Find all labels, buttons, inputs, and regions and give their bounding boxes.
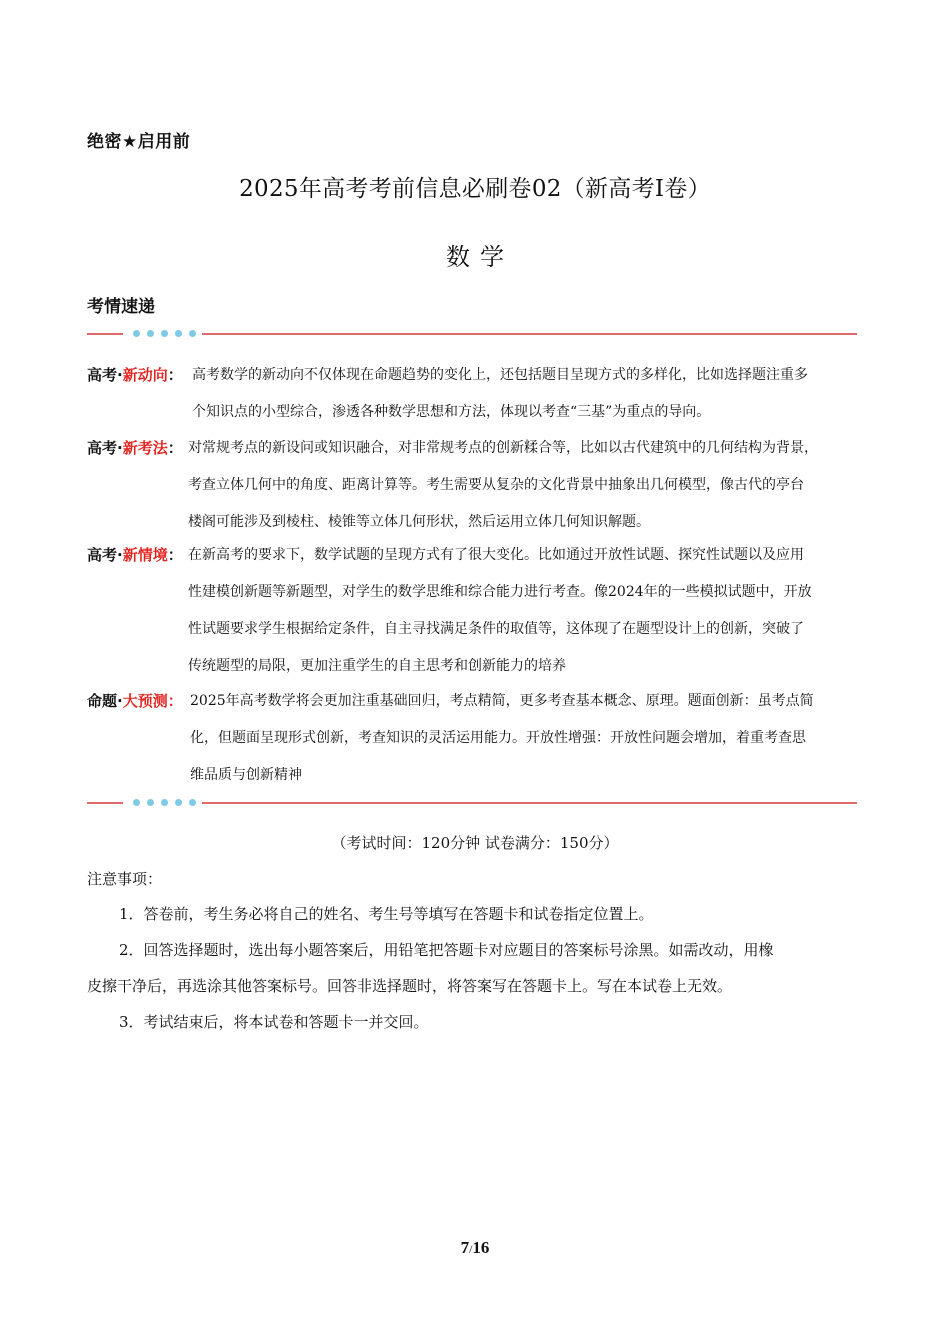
- entry-label: 高考·新动向：: [87, 366, 183, 384]
- note-item: 2．回答选择题时，选出每小题答案后，用铅笔把答题卡对应题目的答案标号涂黑。如需改动，用橡 皮擦干净后，再选涂其他答案标号。回答非选择题时，将答案写在答题卡上。写在本试卷上无效。: [87, 941, 774, 995]
- entry-new-context: [87, 537, 872, 687]
- divider-bottom: [87, 798, 857, 808]
- note-item: 3．考试结束后，将本试卷和答题卡一并交回。: [119, 1013, 429, 1031]
- subject-title: 数学: [446, 243, 514, 271]
- entry-prediction: [87, 683, 872, 798]
- entry-label: 命题·大预测：: [87, 692, 183, 710]
- notes-title: 注意事项：: [87, 870, 163, 888]
- document-title: 2025年高考考前信息必刷卷02（新高考Ⅰ卷）: [239, 176, 711, 202]
- section-heading: 考情速递: [87, 297, 155, 317]
- exam-meta: （考试时间：120分钟 试卷满分：150分）: [331, 834, 619, 852]
- entry-new-direction: [87, 357, 872, 437]
- entry-new-method: [87, 430, 872, 545]
- entry-text: 高考数学的新动向不仅体现在命题趋势的变化上，还包括题目呈现方式的多样化，比如选择题注重多 个知识点的小型综合，渗透各种数学思想和方法，体现以考查“三基”为重点的导向。: [192, 367, 808, 420]
- entry-text: 对常规考点的新设问或知识融合，对非常规考点的创新糅合等，比如以古代建筑中的几何结构为背景， 考查立体几何中的角度、距离计算等。考生需要从复杂的文化背景中抽象出几何模型，像古代的亭台 楼阁可能涉及到棱柱、棱锥等立体几何形状，然后运用立体几何知识解题。: [188, 440, 818, 530]
- entry-text: 在新高考的要求下，数学试题的呈现方式有了很大变化。比如通过开放性试题、探究性试题以及应用 性建模创新题等新题型，对学生的数学思维和综合能力进行考查。像2024年的一些模拟试题中，开放 性试题要求学生根据给定条件，自主寻找满足条件的取值等，这体现了在题型设计上的创新，突破了 传统题型的局限，更加注重学生的自主思考和创新能力的培养: [188, 547, 812, 674]
- note-item: 1．答卷前，考生务必将自己的姓名、考生号等填写在答题卡和试卷指定位置上。: [119, 905, 654, 923]
- dots-ornament: [133, 798, 197, 808]
- confidential-label: 绝密★启用前: [87, 132, 191, 152]
- entry-text: 2025年高考数学将会更加注重基础回归，考点精简，更多考查基本概念、原理。题面创新：虽考点简 化，但题面呈现形式创新，考查知识的灵活运用能力。开放性增强：开放性问题会增加，着重考查思 维品质与创新精神: [190, 693, 814, 783]
- entry-label: 高考·新考法：: [87, 439, 183, 457]
- divider-top: [87, 329, 857, 339]
- page-number: 7/16: [460, 1238, 490, 1257]
- entry-label: 高考·新情境：: [87, 546, 183, 564]
- dots-ornament: [133, 329, 197, 339]
